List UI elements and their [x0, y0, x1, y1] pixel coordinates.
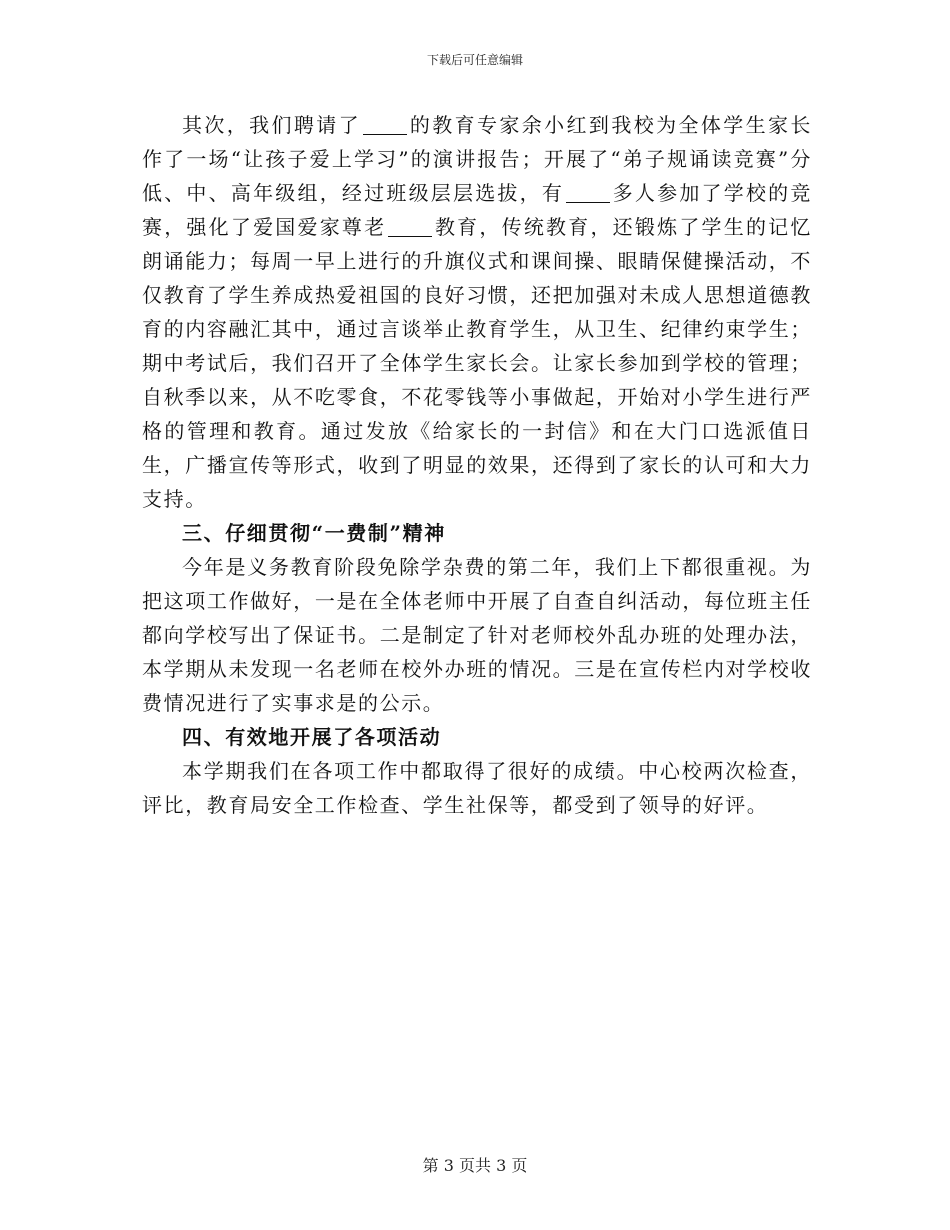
paragraph-parent-engagement [142, 108, 812, 516]
document-body [142, 108, 812, 822]
section-heading-fee-policy: 三、仔细贯彻“一费制”精神 [182, 521, 446, 545]
page-number: 第 3 页共 3 页 [422, 1156, 528, 1175]
page-header: 下载后可任意编辑 [426, 53, 523, 67]
fill-in-blank [363, 114, 407, 135]
paragraph-fee-policy: 今年是义务教育阶段免除学杂费的第二年，我们上下都很重视。为把这项工作做好，一是在全体老师中开展了自查自纠活动，每位班主任都向学校写出了保证书。二是制定了针对老师校外乱办班的处理办法，本学期从未发现一名老师在校外办班的情况。三是在宣传栏内对学校收费情况进行了实事求是的公示。 [142, 555, 812, 715]
fill-in-blank [388, 216, 432, 237]
paragraph-text: 多人参加了学校的竞赛，强化了爱国爱家尊老 [142, 181, 812, 239]
fill-in-blank [566, 182, 610, 203]
paragraph-text: 其次，我们聘请了 [182, 113, 362, 137]
paragraph-text: 教育，传统教育，还锻炼了学生的记忆朗诵能力；每周一早上进行的升旗仪式和课间操、眼睛保健操活动，不仅教育了学生养成热爱祖国的良好习惯，还把加强对未成人思想道德教育的内容融汇其中，通过言谈举止教育学生，从卫生、纪律约束学生；期中考试后，我们召开了全体学生家长会。让家长参加到学校的管理；自秋季以来，从不吃零食，不花零钱等小事做起，开始对小学生进行严格的管理和教育。通过发放《给家长的一封信》和在大门口选派值日生，广播宣传等形式，收到了明显的效果，还得到了家长的认可和大力支持。 [142, 215, 812, 511]
paragraph-text: 的教育专家余小红到我校为全体学生家长作了一场“让孩子爱上学习”的演讲报告；开展了“弟子规诵读竞赛”分低、中、高年级组，经过班级层层选拔，有 [142, 113, 812, 205]
section-heading-activities: 四、有效地开展了各项活动 [182, 725, 442, 749]
paragraph-activities: 本学期我们在各项工作中都取得了很好的成绩。中心校两次检查，评比，教育局安全工作检查、学生社保等，都受到了领导的好评。 [142, 759, 812, 817]
